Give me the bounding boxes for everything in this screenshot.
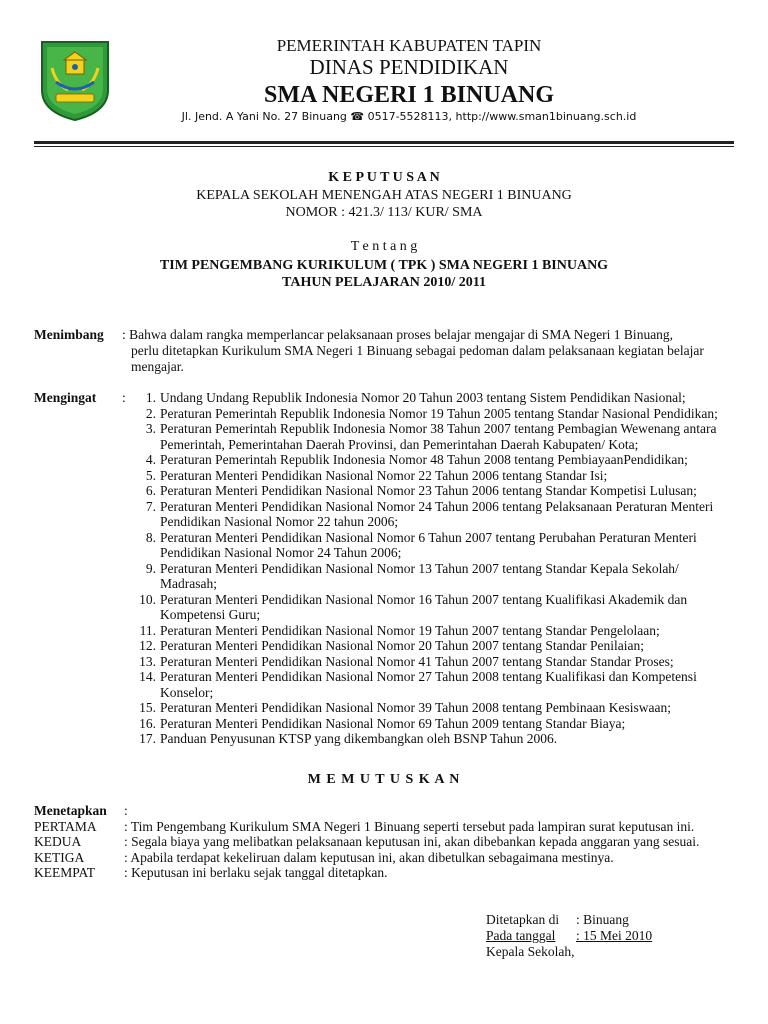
decision-row	[34, 819, 699, 835]
item-number: 15.	[139, 700, 156, 715]
item-number: 12.	[139, 638, 156, 653]
decision-text: : Apabila terdapat kekeliruan dalam keputusan ini, akan dibetulkan sebagaimana mestinya.	[124, 849, 614, 865]
item-text: Peraturan Menteri Pendidikan Nasional Nomor 24 Tahun 2006 tentang Pelaksanaan Peraturan Menteri Pendidikan Nasional Nomor 22 tahun 2006;	[160, 498, 714, 529]
list-item	[122, 669, 718, 700]
list-item	[122, 483, 718, 499]
signature-block	[486, 912, 652, 960]
item-text: Peraturan Menteri Pendidikan Nasional Nomor 13 Tahun 2007 tentang Standar Kepala Sekolah/ Madrasah;	[160, 560, 679, 591]
decision-text: : Segala biaya yang melibatkan pelaksanaan keputusan ini, akan dibebankan kepada anggaran yang sesuai.	[124, 834, 700, 849]
list-item	[122, 592, 718, 623]
item-number: 14.	[139, 669, 156, 684]
item-text: Undang Undang Republik Indonesia Nomor 20 Tahun 2003 tentang Sistem Pendidikan Nasional;	[160, 390, 686, 405]
item-number: 13.	[139, 653, 156, 669]
item-number: 4.	[145, 452, 156, 467]
list-item	[122, 390, 718, 406]
item-number: 7.	[145, 498, 156, 514]
list-item	[122, 452, 718, 468]
place-label: Ditetapkan di	[486, 912, 560, 927]
item-text: Peraturan Menteri Pendidikan Nasional Nomor 69 Tahun 2009 tentang Standar Biaya;	[160, 715, 626, 731]
menimbang-line2: perlu ditetapkan Kurikulum SMA Negeri 1 Binuang sebagai pedoman dalam pelaksanaan kegiatan belajar	[131, 343, 704, 358]
item-number: 2.	[145, 405, 156, 421]
school-name: SMA NEGERI 1 BINUANG	[263, 82, 555, 108]
item-text: Peraturan Menteri Pendidikan Nasional Nomor 41 Tahun 2007 tentang Standar Standar Proses;	[160, 653, 674, 669]
date-value: : 15 Mei 2010	[576, 928, 653, 943]
decree-number: NOMOR : 421.3/ 113/ KUR/ SMA	[285, 205, 483, 220]
decision-text: : Keputusan ini berlaku sejak tanggal ditetapkan.	[124, 865, 388, 880]
mengingat-list	[122, 390, 718, 747]
tentang-heading: T e n t a n g	[350, 239, 418, 254]
item-number: 1.	[145, 390, 156, 405]
item-number: 17.	[139, 731, 156, 746]
menimbang-label: Menimbang	[34, 327, 104, 342]
item-text: Peraturan Menteri Pendidikan Nasional Nomor 39 Tahun 2008 tentang Pembinaan Kesiswaan;	[160, 700, 671, 715]
list-item	[122, 716, 718, 732]
mengingat-label: Mengingat	[34, 390, 97, 405]
decision-row	[34, 865, 699, 881]
list-item	[122, 561, 718, 592]
decision-row	[34, 803, 699, 819]
item-number: 11.	[139, 622, 156, 638]
signature-place-row	[486, 912, 652, 928]
list-item	[122, 530, 718, 561]
item-text: Peraturan Menteri Pendidikan Nasional Nomor 16 Tahun 2007 tentang Kualifikasi Akademik dan Kompetensi Guru;	[160, 591, 688, 622]
decree-subject-line1: TIM PENGEMBANG KURIKULUM ( TPK ) SMA NEGERI 1 BINUANG	[159, 258, 609, 273]
item-number: 5.	[145, 467, 156, 483]
list-item	[122, 499, 718, 530]
decision-row	[34, 850, 699, 866]
decision-label: KEEMPAT	[34, 865, 96, 880]
list-item	[122, 421, 718, 452]
item-text: Panduan Penyusunan KTSP yang dikembangkan oleh BSNP Tahun 2006.	[160, 731, 558, 746]
list-item	[122, 623, 718, 639]
item-number: 10.	[139, 591, 156, 607]
signature-date-row	[486, 928, 652, 944]
item-text: Peraturan Menteri Pendidikan Nasional Nomor 27 Tahun 2008 tentang Kualifikasi dan Kompetensi Konselor;	[160, 669, 697, 700]
decision-text: : Tim Pengembang Kurikulum SMA Negeri 1 Binuang seperti tersebut pada lampiran surat keputusan ini.	[124, 818, 695, 834]
decision-label: KEDUA	[34, 834, 82, 849]
menetapkan-label: Menetapkan	[34, 803, 107, 818]
school-address: Jl. Jend. A Yani No. 27 Binuang ☎ 0517-5528113, http://www.sman1binuang.sch.id	[181, 110, 637, 123]
decree-subject-line2: TAHUN PELAJARAN 2010/ 2011	[282, 275, 486, 290]
list-item	[122, 700, 718, 716]
item-number: 3.	[145, 421, 156, 436]
menimbang-line3: mengajar.	[131, 359, 184, 374]
decree-heading: K E P U T U S A N	[328, 170, 440, 185]
item-text: Peraturan Pemerintah Republik Indonesia Nomor 38 Tahun 2007 tentang Pembagian Wewenang antara Pemerintah, Pemerintahan Daerah Provinsi, dan Pemerintahan Daerah Kabupaten/ Kota;	[160, 421, 717, 452]
signature-position-row	[486, 944, 652, 960]
decision-row	[34, 834, 699, 850]
memutuskan-heading: M E M U T U S K A N	[307, 772, 461, 787]
item-text: Peraturan Menteri Pendidikan Nasional Nomor 6 Tahun 2007 tentang Perubahan Peraturan Menteri Pendidikan Nasional Nomor 24 Tahun 2006;	[160, 529, 697, 560]
decree-issuer: KEPALA SEKOLAH MENENGAH ATAS NEGERI 1 BINUANG	[196, 188, 572, 203]
item-text: Peraturan Menteri Pendidikan Nasional Nomor 23 Tahun 2006 tentang Standar Kompetisi Lulusan;	[160, 483, 697, 498]
item-number: 9.	[145, 560, 156, 576]
header-divider-thick	[34, 141, 734, 144]
list-item	[122, 468, 718, 484]
item-text: Peraturan Menteri Pendidikan Nasional Nomor 22 Tahun 2006 tentang Standar Isi;	[160, 467, 608, 483]
decision-label: KETIGA	[34, 849, 85, 865]
list-item	[122, 654, 718, 670]
list-item	[122, 638, 718, 654]
mengingat-colon: :	[122, 390, 126, 405]
item-number: 16.	[139, 715, 156, 731]
header-divider-thin	[34, 146, 734, 147]
item-text: Peraturan Pemerintah Republik Indonesia Nomor 19 Tahun 2005 tentang Standar Nasional Pendidikan;	[160, 405, 718, 421]
item-text: Peraturan Menteri Pendidikan Nasional Nomor 20 Tahun 2007 tentang Standar Penilaian;	[160, 638, 644, 653]
menimbang-line1: : Bahwa dalam rangka memperlancar pelaksanaan proses belajar mengajar di SMA Negeri 1 Binuang,	[122, 327, 674, 342]
decision-block	[34, 803, 699, 881]
date-label: Pada tanggal	[486, 928, 556, 943]
list-item	[122, 406, 718, 422]
item-text: Peraturan Pemerintah Republik Indonesia Nomor 48 Tahun 2008 tentang PembiayaanPendidikan;	[160, 452, 688, 467]
item-text: Peraturan Menteri Pendidikan Nasional Nomor 19 Tahun 2007 tentang Standar Pengelolaan;	[160, 622, 660, 638]
list-item	[122, 731, 718, 747]
menetapkan-text: :	[124, 803, 128, 818]
item-number: 8.	[145, 529, 156, 545]
decision-label: PERTAMA	[34, 818, 97, 834]
item-number: 6.	[145, 483, 156, 498]
place-value: : Binuang	[576, 912, 629, 927]
signer-position: Kepala Sekolah,	[486, 944, 575, 959]
office-name: DINAS PENDIDIKAN	[309, 55, 509, 79]
government-name: PEMERINTAH KABUPATEN TAPIN	[276, 36, 542, 55]
